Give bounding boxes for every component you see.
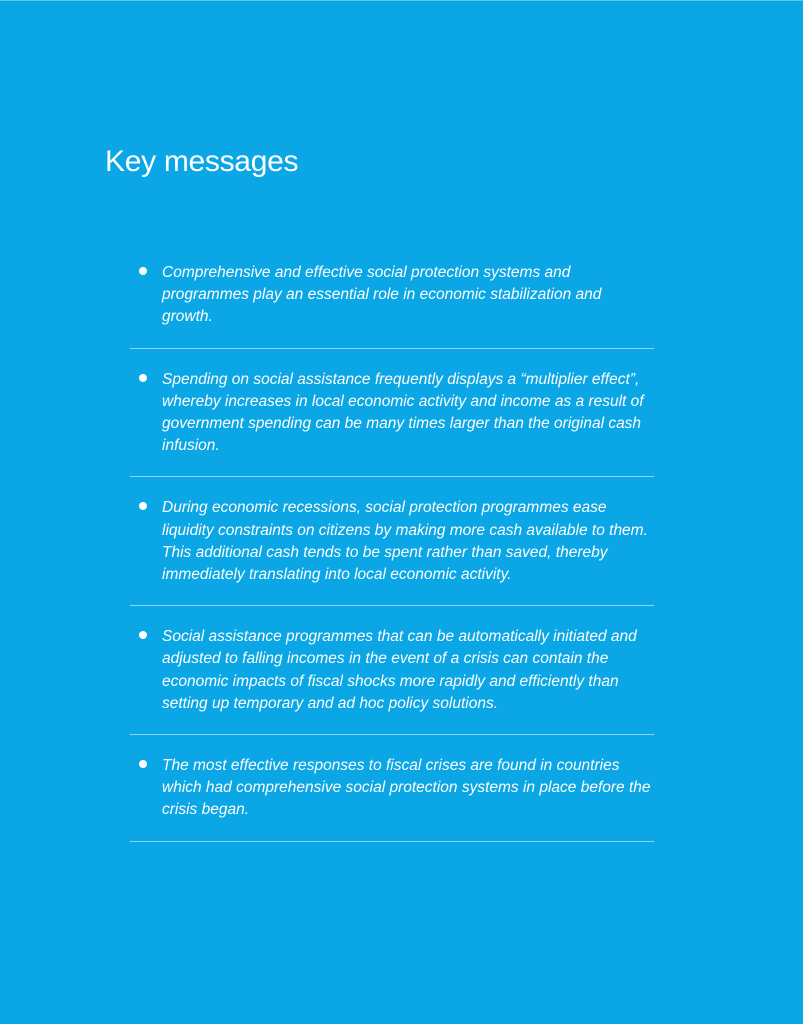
key-messages-list [130,262,654,862]
list-item [130,262,654,349]
bullet-icon [139,760,147,768]
bullet-icon [139,267,147,275]
page-title: Key messages [105,145,299,178]
bullet-icon [139,631,147,639]
message-text: The most effective responses to fiscal crises are found in countries which had comprehensive social protection systems in place before the crisis began. [162,757,651,819]
list-item [130,626,654,735]
bullet-icon [139,502,147,510]
message-text: During economic recessions, social protection programmes ease liquidity constraints on citizens by making more cash available to them. This additional cash tends to be spent rather than saved, thereby immediately translating into local economic activity. [162,499,648,584]
top-border [0,0,803,1]
message-text: Social assistance programmes that can be automatically initiated and adjusted to falling incomes in the event of a crisis can contain the economic impacts of fiscal shocks more rapidly and efficiently than setting up temporary and ad hoc policy solutions. [162,628,637,712]
message-text: Spending on social assistance frequently displays a “multiplier effect”, whereby increases in local economic activity and income as a result of government spending can be many times larger than the original cash infusion. [162,370,644,455]
list-item [130,755,654,842]
list-item [130,497,654,606]
bullet-icon [139,374,147,382]
message-text: Comprehensive and effective social protection systems and programmes play an essential role in economic stabilization and growth. [162,264,602,326]
list-item [130,369,654,478]
